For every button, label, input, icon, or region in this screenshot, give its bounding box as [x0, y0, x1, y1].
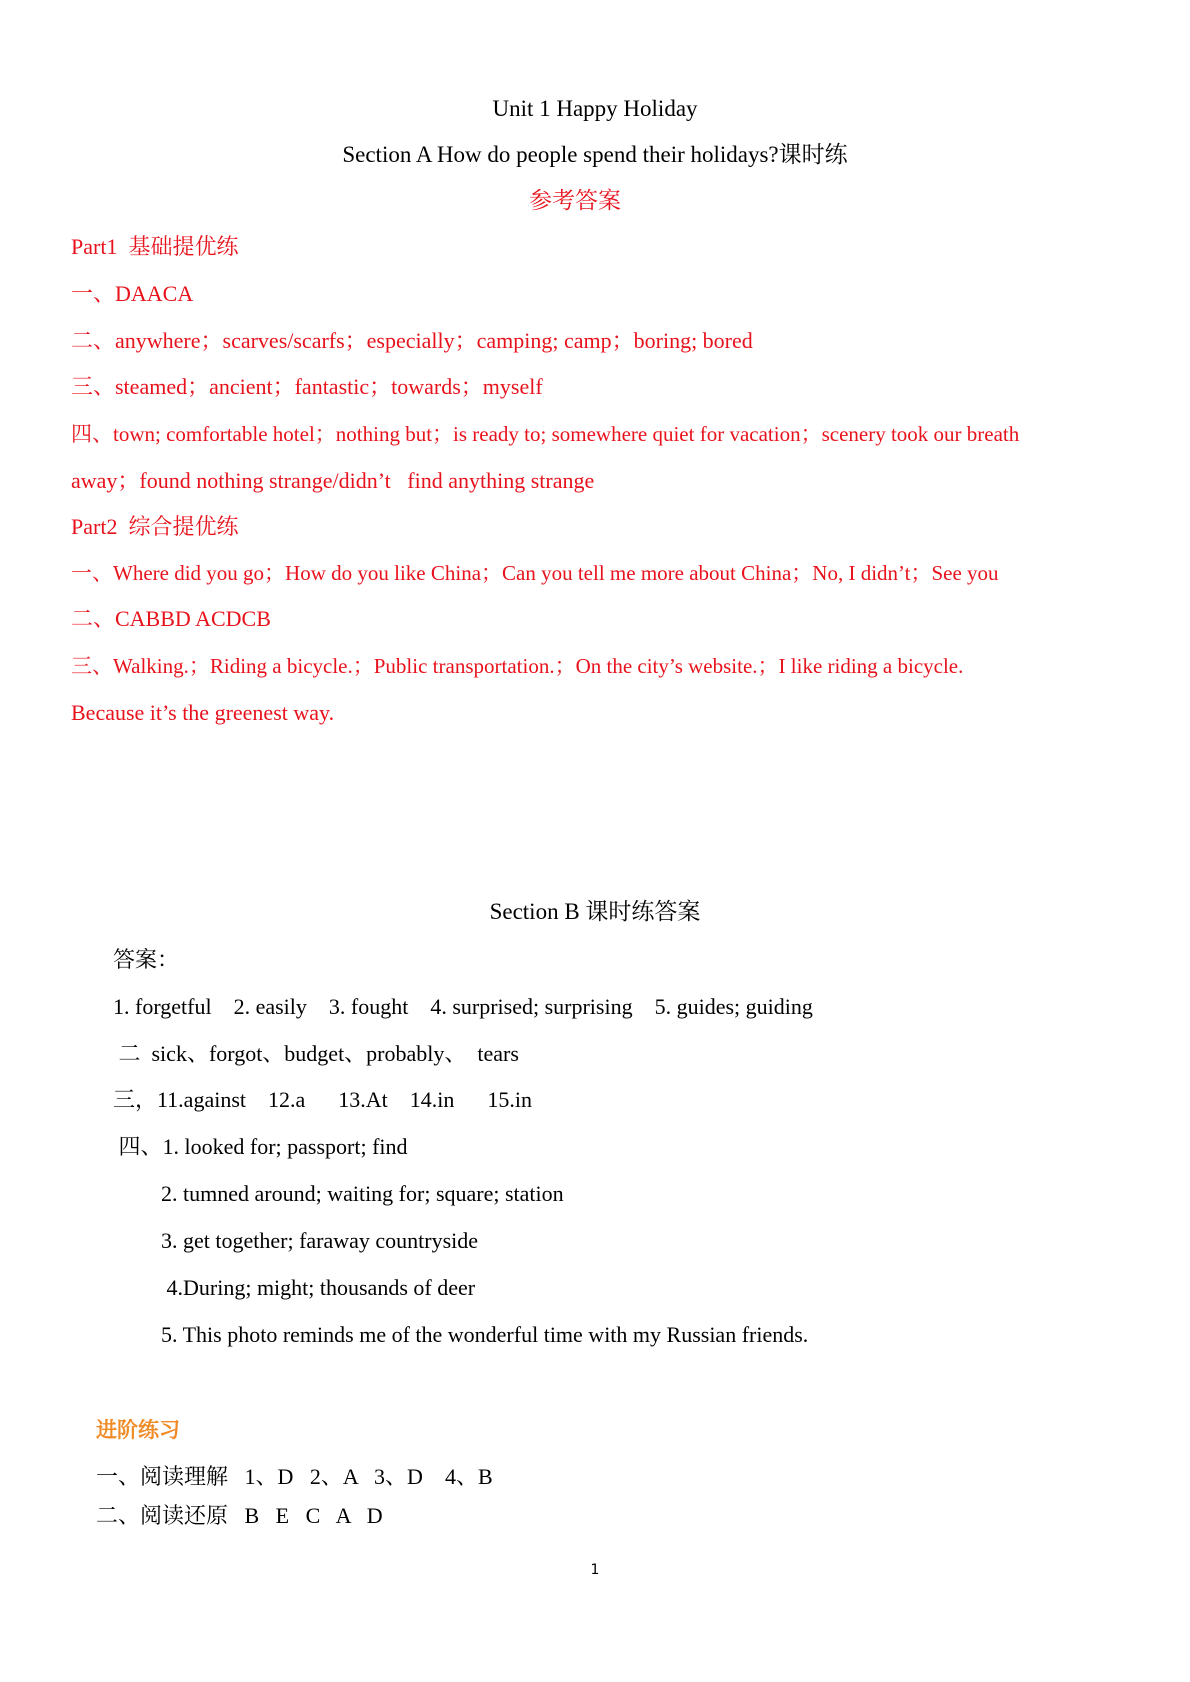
- reading-comprehension-answers: 一、阅读理解 1、D 2、A 3、D 4、B: [96, 1464, 493, 1489]
- section-b-q3: 三，11.against 12.a 13.At 14.in 15.in: [113, 1087, 532, 1112]
- part1-q3: 三、steamed；ancient；fantastic；towards；myself: [71, 374, 543, 399]
- section-b-q4-4: 4.During; might; thousands of deer: [161, 1275, 476, 1300]
- part2-q3-line1: 三、Walking.；Riding a bicycle.；Public transportation.；On the city’s website.；I like riding a bicycle.: [71, 654, 964, 678]
- section-b-q2: 二 sick、forgot、budget、probably、 tears: [113, 1041, 519, 1066]
- part1-label: Part1 基础提优练: [71, 234, 239, 259]
- part1-q2: 二、anywhere；scarves/scarfs；especially；camping; camp；boring; bored: [71, 328, 753, 353]
- section-b-title: Section B 课时练答案: [489, 899, 701, 924]
- page-number: 1: [590, 1562, 600, 1578]
- part2-q1: 一、Where did you go；How do you like China；Can you tell me more about China；No, I didn’t；See you: [71, 561, 999, 585]
- part2-q3-line2: Because it’s the greenest way.: [71, 700, 335, 725]
- section-b-q1: 1. forgetful 2. easily 3. fought 4. surprised; surprising 5. guides; guiding: [113, 994, 813, 1019]
- reading-restore-answers: 二、阅读还原 B E C A D: [96, 1503, 383, 1528]
- section-b-q4-1: 四、1. looked for; passport; find: [113, 1134, 408, 1159]
- section-b-answer-label: 答案：: [113, 947, 180, 972]
- part1-q4-line1: 四、town; comfortable hotel；nothing but；is ready to; somewhere quiet for vacation；scenery took our breath: [71, 422, 1020, 446]
- part2-q2: 二、CABBD ACDCB: [71, 606, 271, 631]
- unit-title: Unit 1 Happy Holiday: [492, 96, 698, 121]
- part1-q1: 一、DAACA: [71, 281, 194, 306]
- answer-heading: 参考答案: [529, 188, 621, 213]
- section-a-title: Section A How do people spend their holidays?课时练: [342, 142, 848, 167]
- section-b-q4-5: 5. This photo reminds me of the wonderful time with my Russian friends.: [161, 1322, 809, 1347]
- section-b-q4-3: 3. get together; faraway countryside: [161, 1228, 479, 1253]
- part2-label: Part2 综合提优练: [71, 514, 239, 539]
- advanced-practice-title: 进阶练习: [96, 1418, 180, 1442]
- section-b-q4-2: 2. tumned around; waiting for; square; station: [161, 1181, 564, 1206]
- part1-q4-line2: away；found nothing strange/didn’t find anything strange: [71, 468, 595, 493]
